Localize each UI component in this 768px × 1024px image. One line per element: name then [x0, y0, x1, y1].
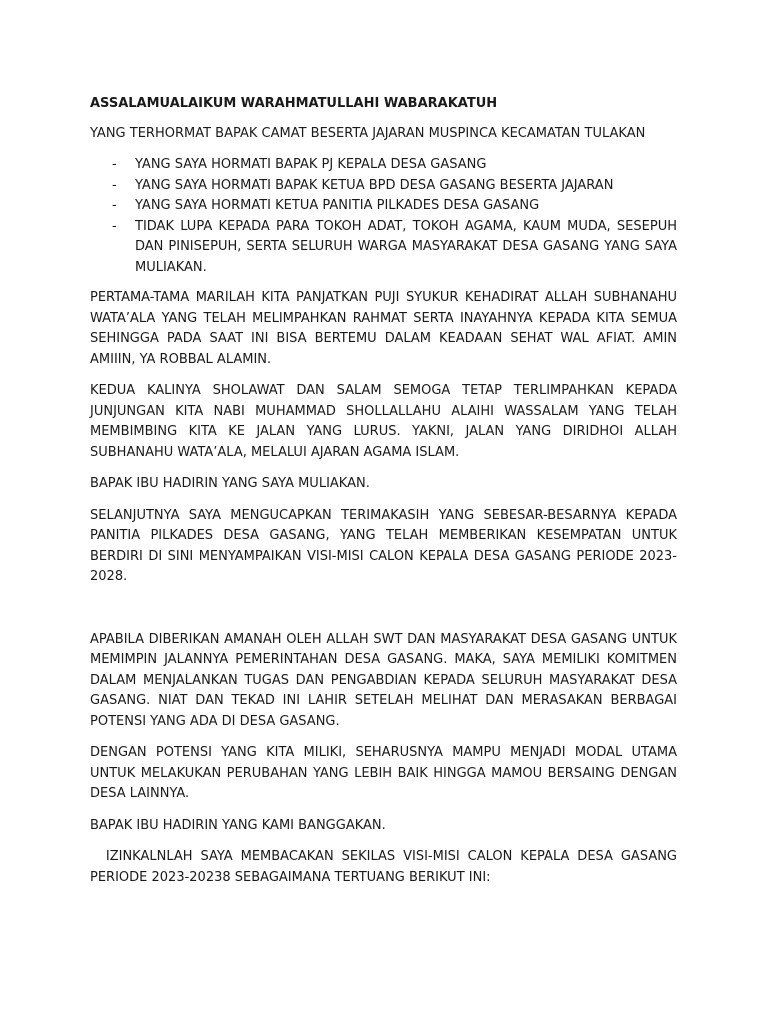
list-item-text: TIDAK LUPA KEPADA PARA TOKOH ADAT, TOKOH AGAMA, KAUM MUDA, SESEPUH DAN PINISEPUH, SERTA SELURUH WARGA MASYARAKAT DESA GASANG YANG SAYA MULIAKAN.: [135, 218, 677, 275]
thanks-paragraph: SELANJUTNYA SAYA MENGUCAPKAN TERIMAKASIH YANG SEBESAR-BESARNYA KEPADA PANITIA PILKADES DESA GASANG, YANG TELAH MEMBERIKAN KESEMPATAN UNTUK BERDIRI DI SINI MENYAMPAIKAN VISI-MISI CALON KEPALA DESA GASANG PERIODE 2023-2028.: [90, 507, 677, 584]
respect-list: [90, 155, 677, 278]
commitment-paragraph: APABILA DIBERIKAN AMANAH OLEH ALLAH SWT DAN MASYARAKAT DESA GASANG UNTUK MEMIMPIN JALANNYA PEMERINTAHAN DESA GASANG. MAKA, SAYA MEMILIKI KOMITMEN DALAM MENJALANKAN TUGAS DAN PENGABDIAN KEPADA SELURUH MASYARAKAT DESA GASANG. NIAT DAN TEKAD INI LAHIR SETELAH MELIHAT DAN MERASAKAN BERBAGAI POTENSI YANG ADA DI DESA GASANG.: [90, 631, 677, 729]
greeting-heading: ASSALAMUALAIKUM WARAHMATULLAHI WABARAKATUH: [90, 96, 498, 111]
list-item-text: YANG SAYA HORMATI KETUA PANITIA PILKADES DESA GASANG: [135, 198, 540, 213]
potential-paragraph: DENGAN POTENSI YANG KITA MILIKI, SEHARUSNYA MAMPU MENJADI MODAL UTAMA UNTUK MELAKUKAN PERUBAHAN YANG LEBIH BAIK HINGGA MAMOU BERSAING DENGAN DESA LAINNYA.: [90, 745, 677, 801]
dash-bullet: -: [112, 198, 117, 213]
sholawat-paragraph: KEDUA KALINYA SHOLAWAT DAN SALAM SEMOGA TETAP TERLIMPAHKAN KEPADA JUNJUNGAN KITA NABI MUHAMMAD SHOLLALLAHU ALAIHI WASSALAM YANG TELAH MEMBIMBING KITA KE JALAN YANG LURUS. YAKNI, JALAN YANG DIRIDHOI ALLAH SUBHANAHU WATA’ALA, MELALUI AJARAN AGAMA ISLAM.: [90, 383, 677, 460]
list-item-text: YANG SAYA HORMATI BAPAK KETUA BPD DESA GASANG BESERTA JAJARAN: [135, 177, 614, 193]
section-gap: [90, 599, 677, 630]
audience-address: BAPAK IBU HADIRIN YANG SAYA MULIAKAN.: [90, 476, 370, 491]
dash-bullet: -: [112, 177, 117, 193]
list-item: [90, 176, 677, 197]
document-page: [90, 94, 682, 899]
list-item: [90, 196, 677, 217]
gratitude-paragraph: PERTAMA-TAMA MARILAH KITA PANJATKAN PUJI SYUKUR KEHADIRAT ALLAH SUBHANAHU WATA’ALA YANG TELAH MELIMPAHKAN RAHMAT SERTA INAYAHNYA KEPADA KITA SEMUA SEHINGGA PADA SAAT INI BISA BERTEMU DALAM KEADAAN SEHAT WAL AFIAT. AMIN AMIIIN, YA ROBBAL ALAMIN.: [90, 290, 677, 367]
list-item: [90, 217, 677, 279]
opening-salutation: YANG TERHORMAT BAPAK CAMAT BESERTA JAJARAN MUSPINCA KECAMATAN TULAKAN: [90, 125, 646, 141]
list-item: [90, 155, 677, 176]
dash-bullet: -: [112, 218, 117, 234]
dash-bullet: -: [112, 157, 117, 172]
list-item-text: YANG SAYA HORMATI BAPAK PJ KEPALA DESA GASANG: [135, 157, 487, 172]
audience-address: BAPAK IBU HADIRIN YANG KAMI BANGGAKAN.: [90, 817, 386, 833]
vision-intro-paragraph: IZINKALNLAH SAYA MEMBACAKAN SEKILAS VISI-MISI CALON KEPALA DESA GASANG PERIODE 2023-20238 SEBAGAIMANA TERTUANG BERIKUT INI:: [90, 849, 682, 885]
